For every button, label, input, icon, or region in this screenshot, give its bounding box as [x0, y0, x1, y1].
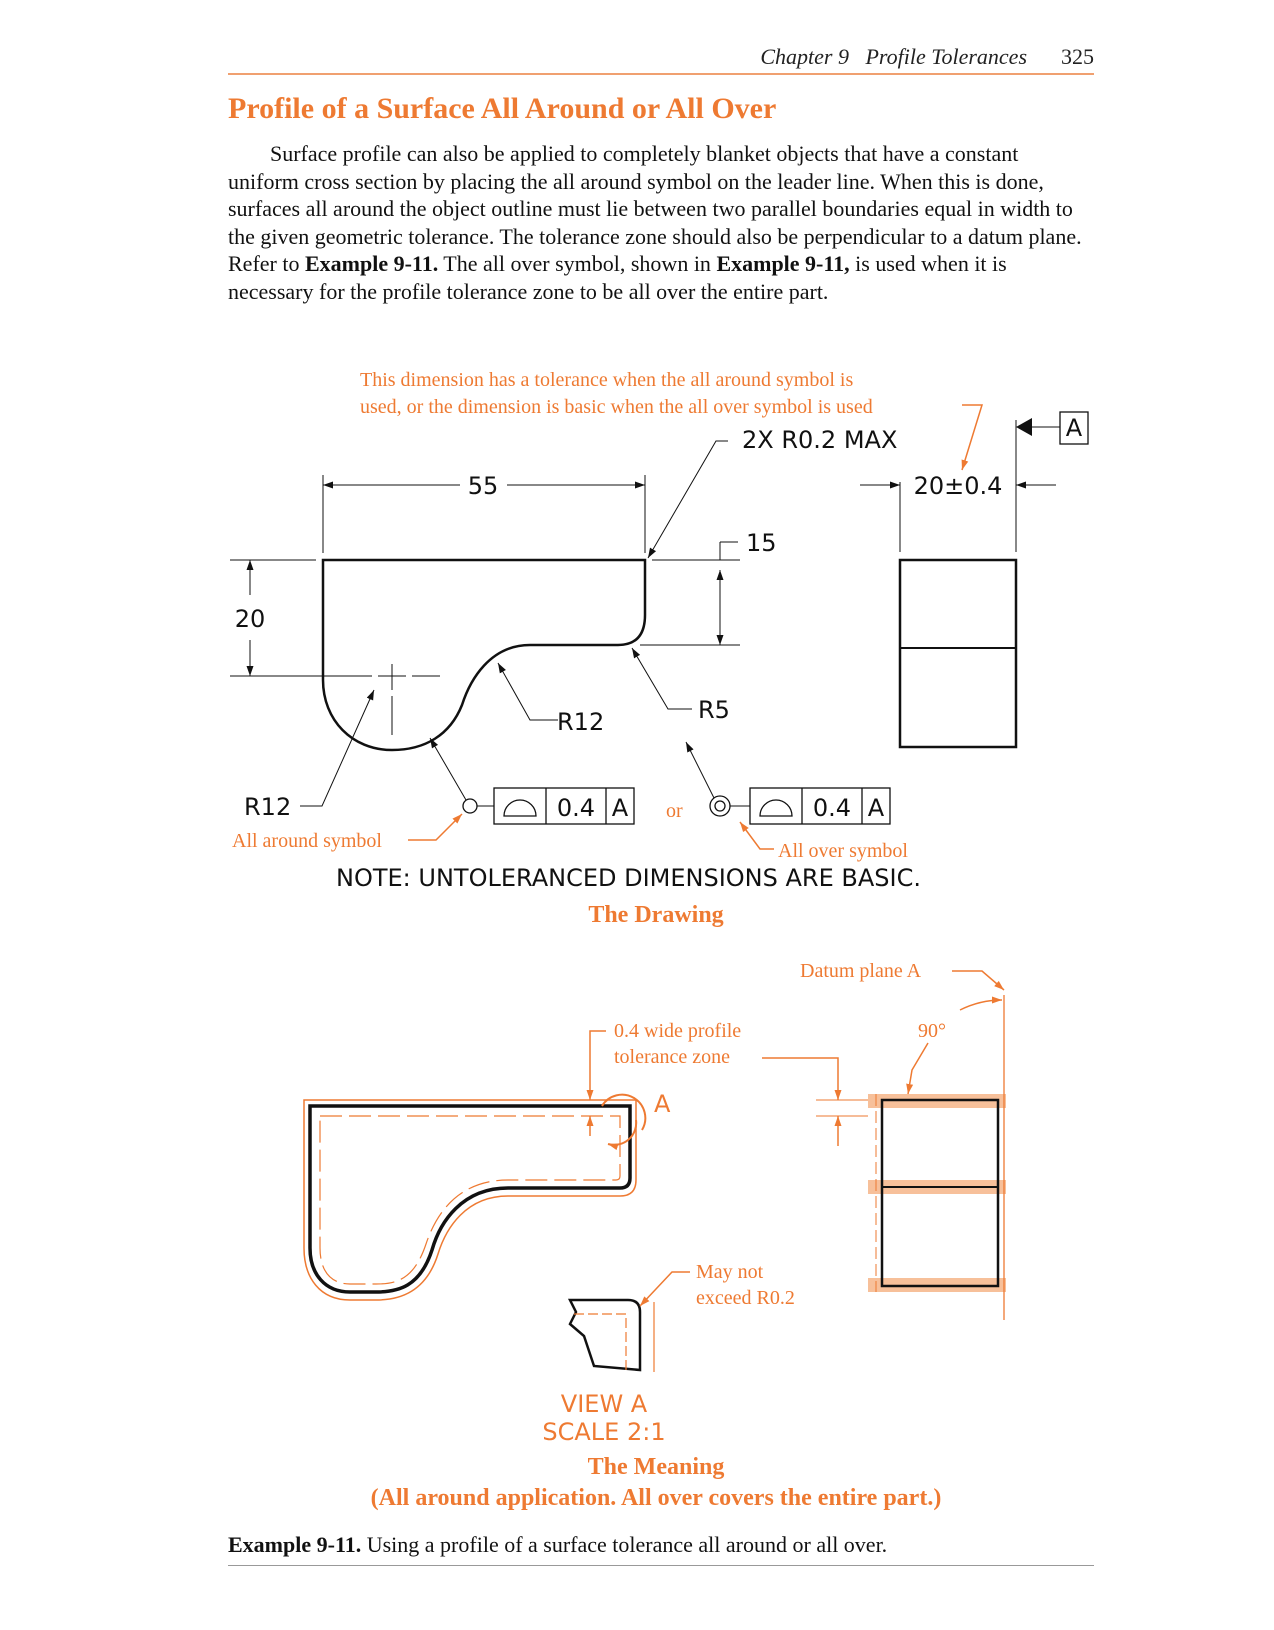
- may-not-label-1: May not: [696, 1261, 764, 1283]
- dim-r5-leader: [632, 648, 692, 709]
- example-ref-2: Example 9-11,: [716, 251, 850, 276]
- figure-example-9-11: [0, 360, 1274, 1530]
- body-text-a: Surface profile can also be applied to completely blanket objects that have a constant uniform cross section by placing the all around symbol on the leader line. When this is done, surfaces all around the object outline must lie between two parallel boundaries equal in width to the given geometric tolerance. The tolerance zone should also be perpendicular to a datum plane. Refer to: [228, 141, 1082, 276]
- profile-surface-icon-2: [760, 800, 792, 816]
- all-over-symbol-outer: [710, 796, 730, 816]
- caption-label: Example 9-11.: [228, 1532, 362, 1557]
- zone-leader-right-down: [762, 1058, 838, 1100]
- meaning-subtitle-2: (All around application. All over covers the entire part.): [370, 1485, 942, 1511]
- zone-inner-boundary: [320, 1116, 620, 1284]
- callout-text-1: This dimension has a tolerance when the all around symbol is: [360, 369, 854, 391]
- meaning-subtitle-1: The Meaning: [587, 1454, 725, 1480]
- dim-20-tol: 20±0.4: [913, 472, 1003, 500]
- dim-r12-outer-leader: [300, 690, 374, 806]
- dim-r12-inner: R12: [557, 708, 605, 736]
- part-side-view: [900, 560, 1016, 747]
- callout-leader: [962, 405, 982, 470]
- or-label: or: [666, 800, 683, 822]
- drawing-subtitle: The Drawing: [588, 902, 724, 928]
- datum-plane-pointer: [952, 971, 1004, 990]
- all-over-symbol-inner: [715, 801, 725, 811]
- dim-20-side: 20: [234, 605, 266, 633]
- view-a-label: VIEW A: [560, 1390, 648, 1418]
- fcf-value-1: 0.4: [556, 794, 596, 822]
- example-ref-1: Example 9-11.: [304, 251, 439, 276]
- all-around-label: All around symbol: [232, 830, 382, 852]
- callout-text-2: used, or the dimension is basic when the all over symbol is used: [360, 396, 873, 418]
- angle-arc: [960, 1000, 1002, 1010]
- dim-r5: R5: [698, 696, 730, 724]
- may-not-label-2: exceed R0.2: [696, 1287, 795, 1309]
- fcf-datum-1: A: [611, 794, 629, 822]
- fcf-value-2: 0.4: [812, 794, 852, 822]
- dim-2x-r02: 2X R0.2 MAX: [742, 426, 898, 454]
- datum-triangle: [1016, 418, 1032, 436]
- part-actual-profile: [310, 1106, 630, 1292]
- dim-55: 55: [467, 472, 499, 500]
- view-a-arrow: [608, 1120, 636, 1145]
- chapter-title: Profile Tolerances: [865, 44, 1027, 69]
- page-number: 325: [1061, 44, 1094, 69]
- may-not-pointer: [640, 1272, 690, 1306]
- drawing-note: NOTE: UNTOLERANCED DIMENSIONS ARE BASIC.: [336, 864, 921, 892]
- dim-r12-inner-leader: [498, 663, 558, 720]
- view-a-detail: [570, 1300, 640, 1370]
- zone-leader-left-down: [590, 1031, 606, 1100]
- section-title: Profile of a Surface All Around or All Over: [228, 92, 777, 125]
- all-around-symbol: [463, 799, 477, 813]
- caption-rule: [228, 1565, 1094, 1566]
- dim-15: 15: [746, 529, 777, 557]
- running-head: [760, 44, 1094, 70]
- body-text-c: is used when it is necessary for the profile tolerance zone to be all over the entire part.: [228, 251, 1007, 304]
- dim-2x-leader: [648, 441, 728, 558]
- angle-pointer: [908, 1043, 928, 1094]
- dim-r12-outer: R12: [244, 793, 292, 821]
- view-a-letter: A: [654, 1090, 671, 1118]
- header-rule: [228, 73, 1094, 75]
- zone-outer-boundary: [304, 1100, 636, 1300]
- scale-label: SCALE 2:1: [542, 1418, 666, 1446]
- body-paragraph: [228, 140, 1094, 305]
- angle-label: 90°: [918, 1020, 946, 1042]
- all-around-pointer: [408, 814, 462, 840]
- zone-label-2: tolerance zone: [614, 1046, 731, 1068]
- fcf-leader-2: [686, 742, 714, 798]
- all-over-pointer: [740, 822, 774, 849]
- fcf-leader-1: [430, 738, 466, 800]
- zone-label-1: 0.4 wide profile: [614, 1020, 742, 1042]
- the-meaning: [304, 960, 1006, 1511]
- all-over-label: All over symbol: [778, 840, 908, 862]
- caption-text: Using a profile of a surface tolerance all around or all over.: [361, 1532, 888, 1557]
- the-drawing: [230, 369, 1088, 928]
- body-text-b: The all over symbol, shown in: [438, 251, 717, 276]
- datum-label-a: A: [1065, 414, 1083, 442]
- profile-surface-icon: [504, 800, 536, 816]
- fcf-datum-2: A: [867, 794, 885, 822]
- chapter-number: Chapter 9: [760, 44, 849, 69]
- datum-plane-label: Datum plane A: [800, 960, 922, 982]
- figure-caption: [228, 1532, 887, 1558]
